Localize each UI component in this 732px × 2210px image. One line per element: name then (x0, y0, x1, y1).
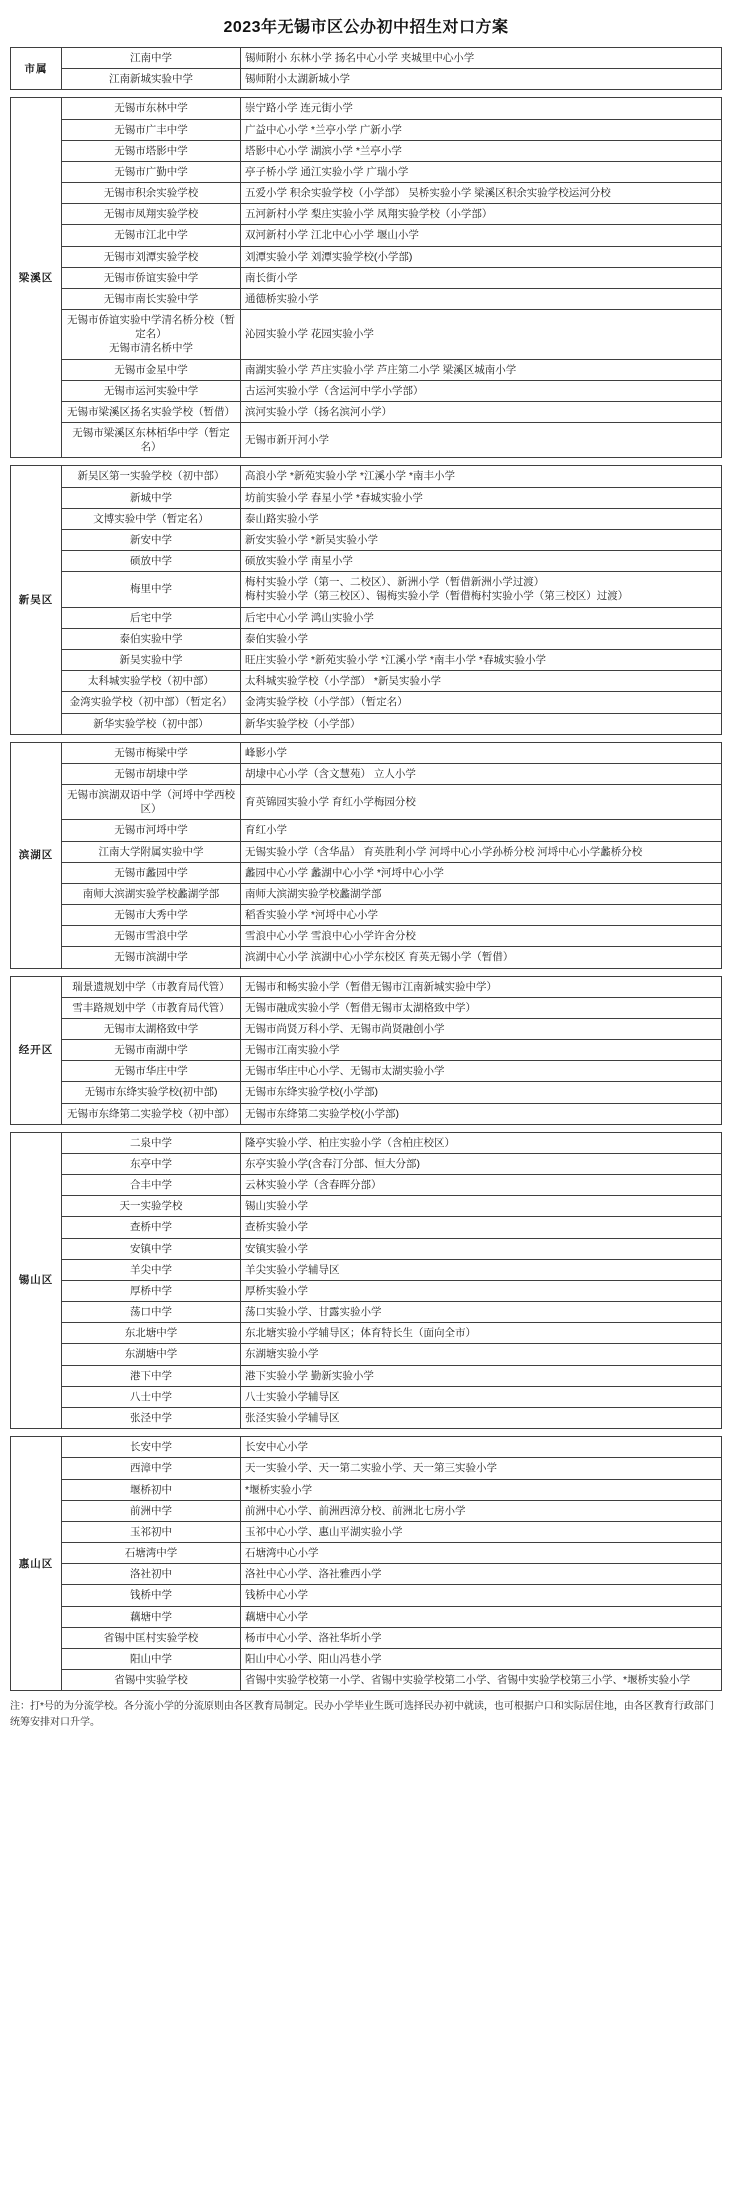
district-cell: 锡山区 (11, 1132, 62, 1428)
table-row (11, 905, 722, 926)
middle-school-cell: 新城中学 (62, 487, 241, 508)
middle-school-cell: 无锡市大秀中学 (62, 905, 241, 926)
primary-schools-cell: 云林实验小学（含春晖分部） (241, 1175, 722, 1196)
primary-schools-cell: 查桥实验小学 (241, 1217, 722, 1238)
district-cell: 经开区 (11, 976, 62, 1124)
primary-schools-cell: 旺庄实验小学 *新苑实验小学 *江溪小学 *南丰小学 *春城实验小学 (241, 649, 722, 670)
middle-school-cell: 合丰中学 (62, 1175, 241, 1196)
middle-school-cell: 藕塘中学 (62, 1606, 241, 1627)
middle-school-cell: 无锡市东绛第二实验学校（初中部） (62, 1103, 241, 1124)
table-row (11, 1500, 722, 1521)
primary-schools-cell: 安镇实验小学 (241, 1238, 722, 1259)
primary-schools-cell: 无锡市东绛第二实验学校(小学部) (241, 1103, 722, 1124)
primary-schools-cell: 前洲中心小学、前洲西漳分校、前洲北七房小学 (241, 1500, 722, 1521)
table-row (11, 98, 722, 119)
middle-school-cell: 钱桥中学 (62, 1585, 241, 1606)
primary-schools-cell: 五河新村小学 梨庄实验小学 凤翔实验学校（小学部） (241, 204, 722, 225)
primary-schools-cell: 南长街小学 (241, 267, 722, 288)
primary-schools-cell: 南师大滨湖实验学校蠡湖学部 (241, 883, 722, 904)
primary-schools-cell: 南湖实验小学 芦庄实验小学 芦庄第二小学 梁溪区城南小学 (241, 359, 722, 380)
table-row (11, 1386, 722, 1407)
primary-schools-cell: 塔影中心小学 湖滨小学 *兰亭小学 (241, 140, 722, 161)
table-row (11, 862, 722, 883)
table-row (11, 529, 722, 550)
primary-schools-cell: 隆亭实验小学、柏庄实验小学（含柏庄校区） (241, 1132, 722, 1153)
primary-schools-cell: 古运河实验小学（含运河中学小学部） (241, 380, 722, 401)
table-row (11, 1132, 722, 1153)
middle-school-cell: 无锡市滨湖双语中学（河埒中学西校区） (62, 785, 241, 820)
middle-school-cell: 港下中学 (62, 1365, 241, 1386)
middle-school-cell: 雪丰路规划中学（市教育局代管） (62, 997, 241, 1018)
table-block-separator (11, 1429, 722, 1437)
table-block-separator (11, 90, 722, 98)
table-row (11, 1670, 722, 1691)
middle-school-cell: 无锡市雪浪中学 (62, 926, 241, 947)
table-row (11, 551, 722, 572)
middle-school-cell: 太科城实验学校（初中部） (62, 671, 241, 692)
page-title: 2023年无锡市区公办初中招生对口方案 (223, 19, 509, 36)
primary-schools-cell: 育英锦园实验小学 育红小学梅园分校 (241, 785, 722, 820)
primary-schools-cell: 太科城实验学校（小学部） *新吴实验小学 (241, 671, 722, 692)
middle-school-cell: 无锡市太湖格致中学 (62, 1018, 241, 1039)
middle-school-cell: 洛社初中 (62, 1564, 241, 1585)
table-row (11, 1196, 722, 1217)
table-row (11, 1437, 722, 1458)
table-row (11, 572, 722, 607)
primary-schools-cell: 藕塘中心小学 (241, 1606, 722, 1627)
primary-schools-cell: 张泾实验小学辅导区 (241, 1408, 722, 1429)
district-cell: 惠山区 (11, 1437, 62, 1691)
primary-schools-cell: 广益中心小学 *兰亭小学 广新小学 (241, 119, 722, 140)
middle-school-cell: 无锡市梁溪区扬名实验学校（暂借） (62, 401, 241, 422)
primary-schools-cell: 坊前实验小学 春星小学 *春城实验小学 (241, 487, 722, 508)
primary-schools-cell: 洛社中心小学、洛社雅西小学 (241, 1564, 722, 1585)
district-cell: 滨湖区 (11, 742, 62, 968)
table-row (11, 1323, 722, 1344)
primary-schools-cell: 无锡市江南实验小学 (241, 1040, 722, 1061)
middle-school-cell: 东湖塘中学 (62, 1344, 241, 1365)
primary-schools-cell: 新安实验小学 *新吴实验小学 (241, 529, 722, 550)
primary-schools-cell: 胡埭中心小学（含文慧苑） 立人小学 (241, 763, 722, 784)
table-row (11, 671, 722, 692)
table-row (11, 119, 722, 140)
middle-school-cell: 荡口中学 (62, 1302, 241, 1323)
middle-school-cell: 天一实验学校 (62, 1196, 241, 1217)
middle-school-cell: 硕放中学 (62, 551, 241, 572)
table-row (11, 1082, 722, 1103)
table-row (11, 161, 722, 182)
middle-school-cell: 无锡市南湖中学 (62, 1040, 241, 1061)
table-row (11, 380, 722, 401)
primary-schools-cell: 峰影小学 (241, 742, 722, 763)
primary-schools-cell: 通德桥实验小学 (241, 288, 722, 309)
primary-schools-cell: 石塘湾中心小学 (241, 1543, 722, 1564)
table-row (11, 1627, 722, 1648)
table-row (11, 1344, 722, 1365)
middle-school-cell: 西漳中学 (62, 1458, 241, 1479)
table-row (11, 487, 722, 508)
middle-school-cell: 玉祁初中 (62, 1521, 241, 1542)
table-row (11, 841, 722, 862)
middle-school-cell: 瑞景遗规划中学（市教育局代管） (62, 976, 241, 997)
table-row (11, 401, 722, 422)
footnote: 注：打*号的为分流学校。各分流小学的分流原则由各区教育局制定。民办小学毕业生既可选择民办初中就读，也可根据户口和实际居住地，由各区教育行政部门统筹安排对口升学。 (10, 1701, 714, 1728)
primary-schools-cell: 刘潭实验小学 刘潭实验学校(小学部) (241, 246, 722, 267)
table-row (11, 1238, 722, 1259)
table-row (11, 1479, 722, 1500)
middle-school-cell: 新吴实验中学 (62, 649, 241, 670)
table-row (11, 1564, 722, 1585)
middle-school-cell: 厚桥中学 (62, 1280, 241, 1301)
table-row (11, 1458, 722, 1479)
primary-schools-cell: 无锡市尚贤万科小学、无锡市尚贤融创小学 (241, 1018, 722, 1039)
primary-schools-cell: 泰伯实验小学 (241, 628, 722, 649)
table-row (11, 947, 722, 968)
middle-school-cell: 长安中学 (62, 1437, 241, 1458)
middle-school-cell: 梅里中学 (62, 572, 241, 607)
primary-schools-cell: 港下实验小学 勤新实验小学 (241, 1365, 722, 1386)
table-row (11, 607, 722, 628)
primary-schools-cell: 无锡市新开河小学 (241, 423, 722, 458)
middle-school-cell: 无锡市滨湖中学 (62, 947, 241, 968)
primary-schools-cell: 东北塘实验小学辅导区；体育特长生（面向全市） (241, 1323, 722, 1344)
table-row (11, 1302, 722, 1323)
middle-school-cell: 江南大学附属实验中学 (62, 841, 241, 862)
middle-school-cell: 泰伯实验中学 (62, 628, 241, 649)
middle-school-cell: 新安中学 (62, 529, 241, 550)
primary-schools-cell: 羊尖实验小学辅导区 (241, 1259, 722, 1280)
table-row (11, 1543, 722, 1564)
middle-school-cell: 省锡中实验学校 (62, 1670, 241, 1691)
primary-schools-cell: 金湾实验学校（小学部）（暂定名） (241, 692, 722, 713)
table-row (11, 267, 722, 288)
middle-school-cell: 无锡市蠡园中学 (62, 862, 241, 883)
primary-schools-cell: 杨市中心小学、洛社华圻小学 (241, 1627, 722, 1648)
table-row (11, 359, 722, 380)
table-row (11, 713, 722, 734)
primary-schools-cell: 高浪小学 *新苑实验小学 *江溪小学 *南丰小学 (241, 466, 722, 487)
primary-schools-cell: 无锡市华庄中心小学、无锡市太湖实验小学 (241, 1061, 722, 1082)
primary-schools-cell: 东湖塘实验小学 (241, 1344, 722, 1365)
table-row (11, 1040, 722, 1061)
table-row (11, 997, 722, 1018)
primary-schools-cell: 荡口实验小学、甘露实验小学 (241, 1302, 722, 1323)
primary-schools-cell: 厚桥实验小学 (241, 1280, 722, 1301)
middle-school-cell: 无锡市塔影中学 (62, 140, 241, 161)
table-row (11, 423, 722, 458)
primary-schools-cell: 亭子桥小学 通江实验小学 广瑞小学 (241, 161, 722, 182)
primary-schools-cell: 雪浪中心小学 雪浪中心小学许舍分校 (241, 926, 722, 947)
primary-schools-cell: 钱桥中心小学 (241, 1585, 722, 1606)
middle-school-cell: 无锡市凤翔实验学校 (62, 204, 241, 225)
middle-school-cell: 二泉中学 (62, 1132, 241, 1153)
primary-schools-cell: 硕放实验小学 南星小学 (241, 551, 722, 572)
primary-schools-cell: 八士实验小学辅导区 (241, 1386, 722, 1407)
table-row (11, 1606, 722, 1627)
middle-school-cell: 无锡市胡埭中学 (62, 763, 241, 784)
middle-school-cell: 石塘湾中学 (62, 1543, 241, 1564)
primary-schools-cell: 无锡市融成实验小学（暂借无锡市太湖格致中学） (241, 997, 722, 1018)
middle-school-cell: 无锡市侨谊实验中学 (62, 267, 241, 288)
table-row (11, 1018, 722, 1039)
middle-school-cell: 张泾中学 (62, 1408, 241, 1429)
table-row (11, 1175, 722, 1196)
table-row (11, 785, 722, 820)
primary-schools-cell: 滨河实验小学（扬名滨河小学） (241, 401, 722, 422)
primary-schools-cell: 后宅中心小学 鸿山实验小学 (241, 607, 722, 628)
middle-school-cell: 无锡市南长实验中学 (62, 288, 241, 309)
middle-school-cell: 无锡市江北中学 (62, 225, 241, 246)
primary-schools-cell: 新华实验学校（小学部） (241, 713, 722, 734)
primary-schools-cell: 崇宁路小学 连元街小学 (241, 98, 722, 119)
middle-school-cell: 无锡市刘潭实验学校 (62, 246, 241, 267)
middle-school-cell: 江南新城实验中学 (62, 69, 241, 90)
primary-schools-cell: 锡师附小 东林小学 扬名中心小学 夹城里中心小学 (241, 48, 722, 69)
middle-school-cell: 前洲中学 (62, 1500, 241, 1521)
middle-school-cell: 无锡市河埒中学 (62, 820, 241, 841)
middle-school-cell: 无锡市广丰中学 (62, 119, 241, 140)
table-row (11, 1521, 722, 1542)
middle-school-cell: 羊尖中学 (62, 1259, 241, 1280)
primary-schools-cell: 无锡市和畅实验小学（暂借无锡市江南新城实验中学） (241, 976, 722, 997)
district-cell: 梁溪区 (11, 98, 62, 458)
primary-schools-cell: 梅村实验小学（第一、二校区）、新洲小学（暂借新洲小学过渡） 梅村实验小学（第三校区）、锡梅实验小学（暂借梅村实验小学（第三校区）过渡） (241, 572, 722, 607)
table-row (11, 466, 722, 487)
primary-schools-cell: 锡师附小太湖新城小学 (241, 69, 722, 90)
table-row (11, 48, 722, 69)
middle-school-cell: 无锡市梁溪区东林栢华中学（暂定名） (62, 423, 241, 458)
table-row (11, 1648, 722, 1669)
table-row (11, 1153, 722, 1174)
primary-schools-cell: 沁园实验小学 花园实验小学 (241, 310, 722, 360)
middle-school-cell: 江南中学 (62, 48, 241, 69)
middle-school-cell: 无锡市金星中学 (62, 359, 241, 380)
table-row (11, 183, 722, 204)
table-row (11, 1061, 722, 1082)
primary-schools-cell: 稻香实验小学 *河埒中心小学 (241, 905, 722, 926)
table-row (11, 1585, 722, 1606)
middle-school-cell: 八士中学 (62, 1386, 241, 1407)
primary-schools-cell: 长安中心小学 (241, 1437, 722, 1458)
middle-school-cell: 后宅中学 (62, 607, 241, 628)
middle-school-cell: 查桥中学 (62, 1217, 241, 1238)
primary-schools-cell: 双河新村小学 江北中心小学 堰山小学 (241, 225, 722, 246)
middle-school-cell: 无锡市梅梁中学 (62, 742, 241, 763)
middle-school-cell: 无锡市东绛实验学校(初中部) (62, 1082, 241, 1103)
table-row (11, 820, 722, 841)
middle-school-cell: 无锡市华庄中学 (62, 1061, 241, 1082)
table-row (11, 976, 722, 997)
primary-schools-cell: 天一实验小学、天一第二实验小学、天一第三实验小学 (241, 1458, 722, 1479)
primary-schools-cell: 省锡中实验学校第一小学、省锡中实验学校第二小学、省锡中实验学校第三小学、*堰桥实验小学 (241, 1670, 722, 1691)
middle-school-cell: 省锡中匡村实验学校 (62, 1627, 241, 1648)
middle-school-cell: 新吴区第一实验学校（初中部） (62, 466, 241, 487)
middle-school-cell: 金湾实验学校（初中部）（暂定名） (62, 692, 241, 713)
middle-school-cell: 新华实验学校（初中部） (62, 713, 241, 734)
middle-school-cell: 文博实验中学（暂定名） (62, 508, 241, 529)
table-block-separator (11, 458, 722, 466)
table-block-separator (11, 1124, 722, 1132)
middle-school-cell: 安镇中学 (62, 1238, 241, 1259)
table-row (11, 692, 722, 713)
table-row (11, 1365, 722, 1386)
primary-schools-cell: *堰桥实验小学 (241, 1479, 722, 1500)
middle-school-cell: 无锡市广勤中学 (62, 161, 241, 182)
middle-school-cell: 无锡市运河实验中学 (62, 380, 241, 401)
middle-school-cell: 堰桥初中 (62, 1479, 241, 1500)
table-row (11, 926, 722, 947)
table-row (11, 649, 722, 670)
district-cell: 新吴区 (11, 466, 62, 734)
middle-school-cell: 无锡市积余实验学校 (62, 183, 241, 204)
table-row (11, 742, 722, 763)
table-row (11, 1408, 722, 1429)
middle-school-cell: 东北塘中学 (62, 1323, 241, 1344)
table-row (11, 1103, 722, 1124)
table-row (11, 1280, 722, 1301)
primary-schools-cell: 泰山路实验小学 (241, 508, 722, 529)
table-row (11, 225, 722, 246)
middle-school-cell: 无锡市侨谊实验中学清名桥分校（暂定名） 无锡市清名桥中学 (62, 310, 241, 360)
primary-schools-cell: 锡山实验小学 (241, 1196, 722, 1217)
district-cell: 市属 (11, 48, 62, 90)
table-block-separator (11, 734, 722, 742)
table-row (11, 140, 722, 161)
primary-schools-cell: 育红小学 (241, 820, 722, 841)
primary-schools-cell: 滨湖中心小学 滨湖中心小学东校区 育英无锡小学（暂借） (241, 947, 722, 968)
primary-schools-cell: 无锡市东绛实验学校(小学部) (241, 1082, 722, 1103)
middle-school-cell: 南师大滨湖实验学校蠡湖学部 (62, 883, 241, 904)
middle-school-cell: 东亭中学 (62, 1153, 241, 1174)
table-row (11, 1217, 722, 1238)
table-row (11, 628, 722, 649)
middle-school-cell: 阳山中学 (62, 1648, 241, 1669)
primary-schools-cell: 阳山中心小学、阳山冯巷小学 (241, 1648, 722, 1669)
table-row (11, 508, 722, 529)
primary-schools-cell: 东亭实验小学(含春汀分部、恒大分部) (241, 1153, 722, 1174)
table-row (11, 763, 722, 784)
table-row (11, 1259, 722, 1280)
middle-school-cell: 无锡市东林中学 (62, 98, 241, 119)
table-row (11, 69, 722, 90)
primary-schools-cell: 无锡实验小学（含华晶） 育英胜利小学 河埒中心小学孙桥分校 河埒中心小学蠡桥分校 (241, 841, 722, 862)
table-row (11, 246, 722, 267)
table-row (11, 883, 722, 904)
table-row (11, 204, 722, 225)
table-row (11, 310, 722, 360)
primary-schools-cell: 蠡园中心小学 蠡湖中心小学 *河埒中心小学 (241, 862, 722, 883)
table-row (11, 288, 722, 309)
primary-schools-cell: 玉祁中心小学、惠山平湖实验小学 (241, 1521, 722, 1542)
table-block-separator (11, 968, 722, 976)
assignment-table (10, 47, 722, 1691)
primary-schools-cell: 五爱小学 积余实验学校（小学部） 吴桥实验小学 梁溪区积余实验学校运河分校 (241, 183, 722, 204)
